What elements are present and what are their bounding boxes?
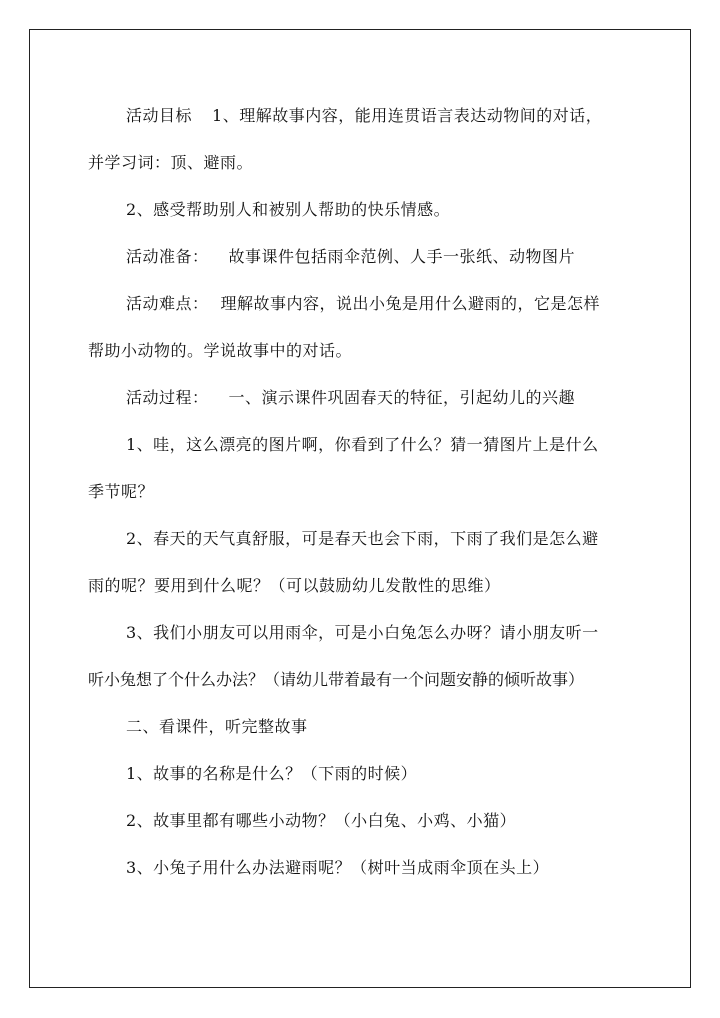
paragraph-line (88, 374, 648, 421)
section-label: 活动难点： (126, 294, 209, 313)
line-text: 2、感受帮助别人和被别人帮助的快乐情感。 (126, 200, 451, 219)
line-text: 雨的呢？要用到什么呢？（可以鼓励幼儿发散性的思维） (88, 576, 501, 595)
paragraph-line (88, 515, 648, 562)
line-text: 1、理解故事内容，能用连贯语言表达动物间的对话， (212, 106, 603, 125)
paragraph-line (88, 656, 648, 703)
line-text: 二、看课件，听完整故事 (126, 717, 308, 736)
line-text: 一、演示课件巩固春天的特征，引起幼儿的兴趣 (228, 388, 576, 407)
document-body (88, 92, 648, 891)
paragraph-line (88, 468, 648, 515)
paragraph-line (88, 421, 648, 468)
paragraph-line (88, 92, 648, 139)
paragraph-line (88, 562, 648, 609)
line-text: 3、小兔子用什么办法避雨呢？（树叶当成雨伞顶在头上） (126, 858, 550, 877)
line-text: 3、我们小朋友可以用雨伞，可是小白兔怎么办呀？请小朋友听一 (126, 623, 599, 642)
line-text: 听小兔想了个什么办法？（请幼儿带着最有一个问题安静的倾听故事） (88, 670, 585, 689)
line-text: 理解故事内容，说出小兔是用什么避雨的，它是怎样 (220, 294, 601, 313)
paragraph-line (88, 186, 648, 233)
section-label: 活动准备： (126, 247, 209, 266)
paragraph-line (88, 797, 648, 844)
paragraph-line (88, 280, 648, 327)
paragraph-line (88, 609, 648, 656)
line-text: 1、故事的名称是什么？（下雨的时候） (126, 764, 418, 783)
line-text: 并学习词：顶、避雨。 (88, 153, 254, 172)
paragraph-line (88, 139, 648, 186)
line-text: 帮助小动物的。学说故事中的对话。 (88, 341, 353, 360)
line-text: 2、春天的天气真舒服，可是春天也会下雨，下雨了我们是怎么避 (126, 529, 599, 548)
paragraph-line (88, 750, 648, 797)
line-text: 故事课件包括雨伞范例、人手一张纸、动物图片 (228, 247, 576, 266)
line-text: 1、哇，这么漂亮的图片啊，你看到了什么？猜一猜图片上是什么 (126, 435, 599, 454)
section-label: 活动过程： (126, 388, 209, 407)
section-label: 活动目标 (126, 106, 193, 125)
line-text: 季节呢？ (88, 482, 155, 501)
paragraph-line (88, 844, 648, 891)
line-text: 2、故事里都有哪些小动物？（小白兔、小鸡、小猫） (126, 811, 517, 830)
paragraph-line (88, 233, 648, 280)
section-heading (88, 703, 648, 750)
paragraph-line (88, 327, 648, 374)
